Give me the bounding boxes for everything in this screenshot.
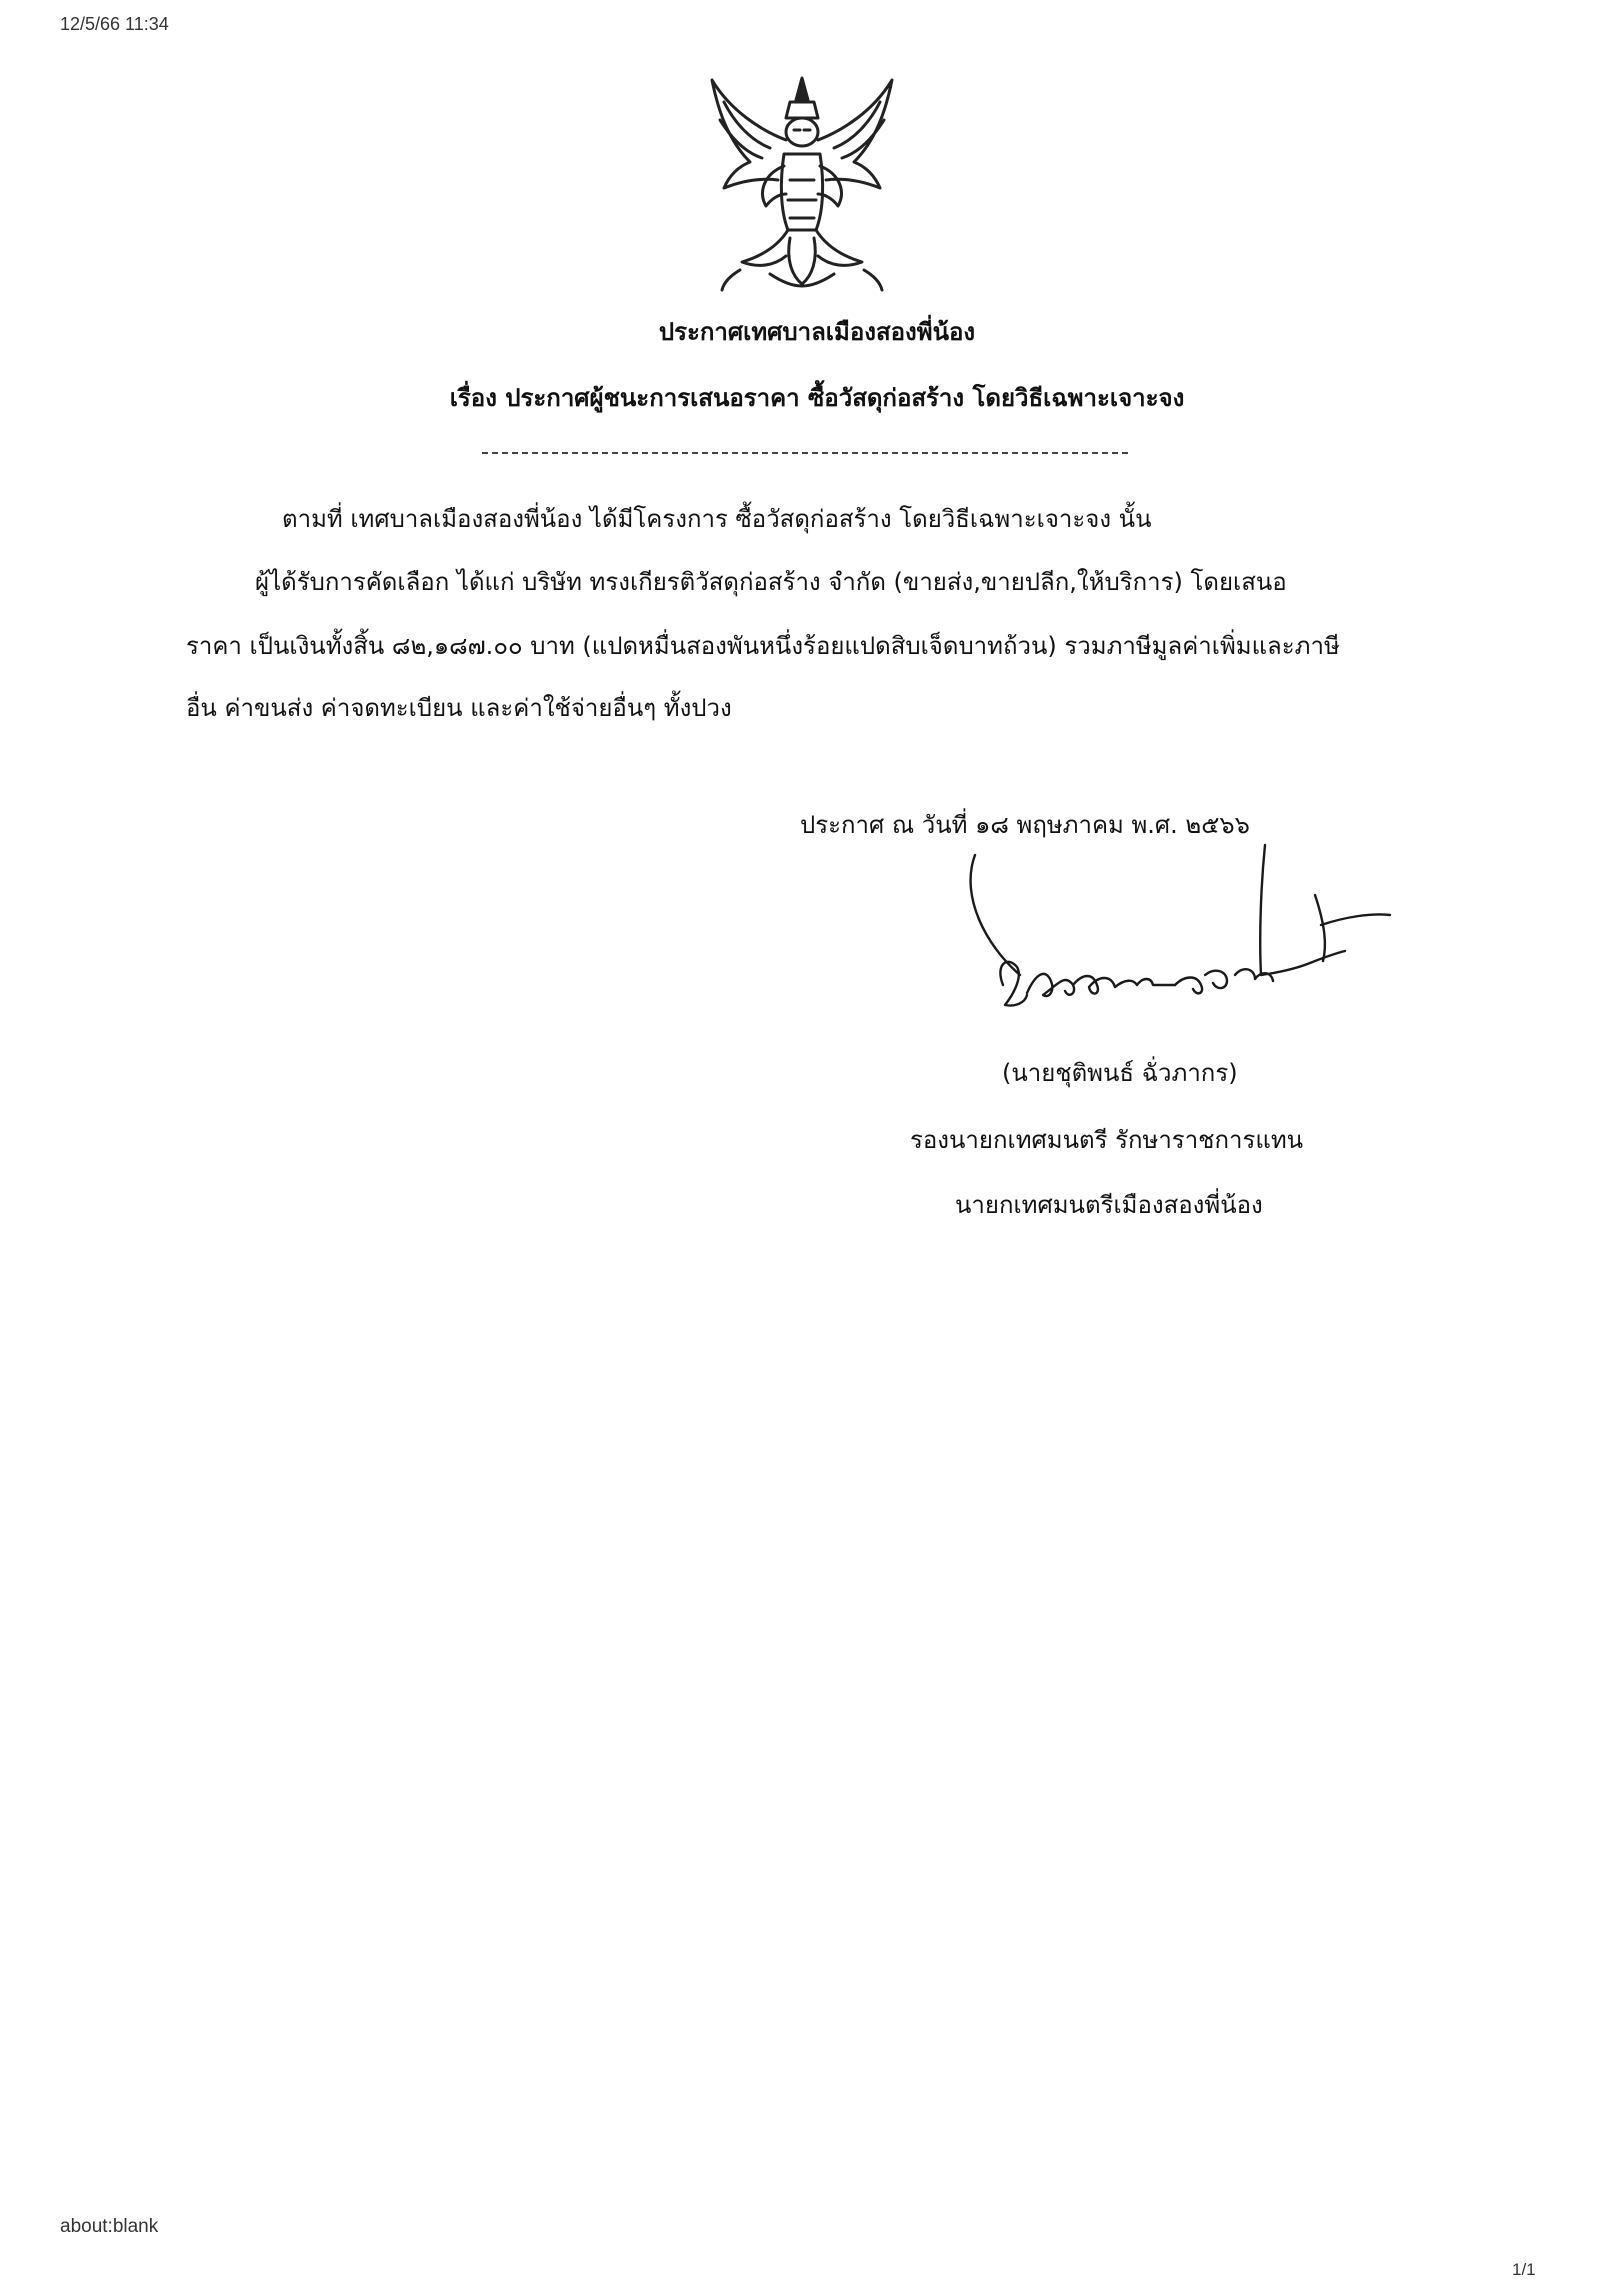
signer-name: (นายชุติพนธ์ ฉั่วภากร) xyxy=(1002,1059,1238,1087)
document-issuer: ประกาศเทศบาลเมืองสองพี่น้อง xyxy=(658,318,976,346)
signer-organization: นายกเทศมนตรีเมืองสองพี่น้อง xyxy=(955,1191,1263,1219)
handwritten-signature xyxy=(965,835,1395,1030)
print-url: about:blank xyxy=(60,2216,159,2237)
body-line: ผู้ได้รับการคัดเลือก ได้แก่ บริษัท ทรงเกียรติวัสดุก่อสร้าง จำกัด (ขายส่ง,ขายปลีก,ให้บริการ) โดยเสนอ xyxy=(255,568,1287,596)
body-line: ราคา เป็นเงินทั้งสิ้น ๘๒,๑๘๗.๐๐ บาท (แปดหมื่นสองพันหนึ่งร้อยแปดสิบเจ็ดบาทถ้วน) รวมภาษีมูลค่าเพิ่มและภาษี xyxy=(186,632,1340,660)
document-subject: เรื่อง ประกาศผู้ชนะการเสนอราคา ซื้อวัสดุก่อสร้าง โดยวิธีเฉพาะเจาะจง xyxy=(449,384,1185,412)
garuda-emblem-icon xyxy=(700,70,905,295)
print-page-count: 1/1 xyxy=(1512,2260,1536,2279)
body-line: ตามที่ เทศบาลเมืองสองพี่น้อง ได้มีโครงการ ซื้อวัสดุก่อสร้าง โดยวิธีเฉพาะเจาะจง นั้น xyxy=(282,505,1152,533)
divider xyxy=(482,452,1128,454)
print-datetime: 12/5/66 11:34 xyxy=(60,14,169,34)
body-line: อื่น ค่าขนส่ง ค่าจดทะเบียน และค่าใช้จ่ายอื่นๆ ทั้งปวง xyxy=(186,694,732,722)
announce-date: ประกาศ ณ วันที่ ๑๘ พฤษภาคม พ.ศ. ๒๕๖๖ xyxy=(800,811,1250,839)
signer-position: รองนายกเทศมนตรี รักษาราชการแทน xyxy=(910,1126,1304,1154)
